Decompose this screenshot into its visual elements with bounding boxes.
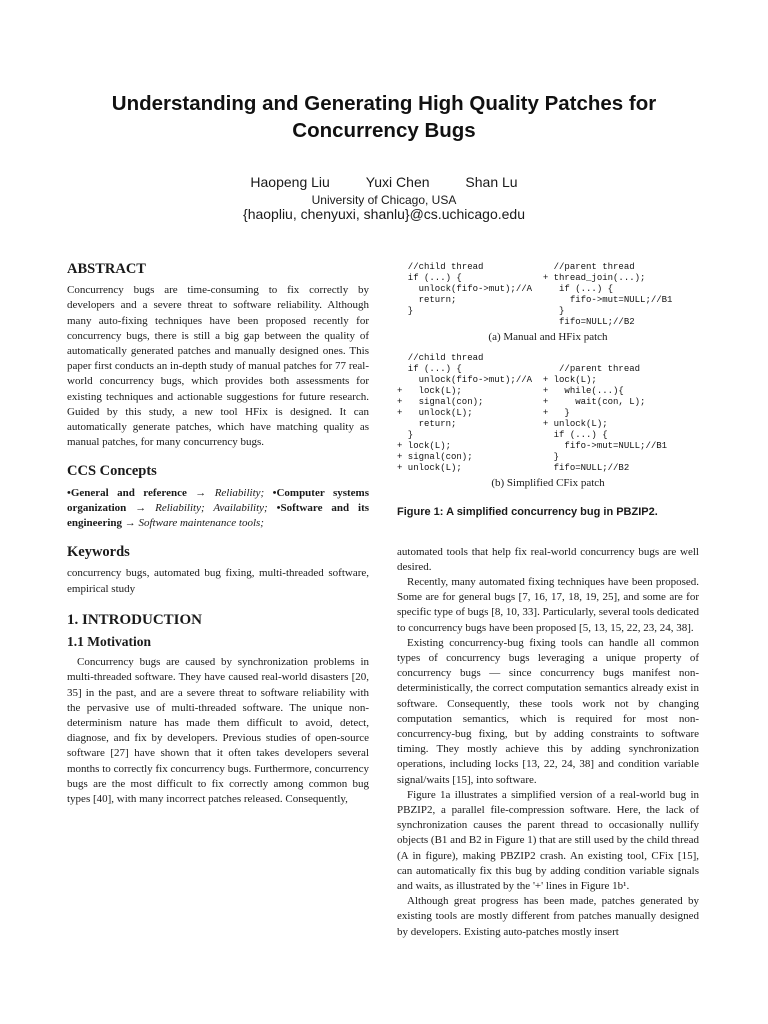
author-name: Shan Lu xyxy=(465,174,518,190)
author-name: Yuxi Chen xyxy=(365,174,430,190)
ccs-subterm: Software maintenance tools; xyxy=(138,517,264,530)
paragraph: automated tools that help fix real-world concurrency bugs are well desired. xyxy=(397,545,699,573)
paragraph: Concurrency bugs are caused by synchronization problems in multi-threaded software. They have caused real-world disasters [20, 35] in the past, and are a severe threat to software reliability with the pervasive use of multi-threaded software. The unique non-determinism nature has made them difficult to avoid, detect, diagnose, and fix by developers. Previous studies of open-source software [27] have shown that it often takes developers several months to correctly fix concurrency bugs. Furthermore, concurrency bugs are the most difficult to fix correctly among common bug types [40], with many incorrect patches released. Consequently, xyxy=(67,656,369,806)
keywords-heading: Keywords xyxy=(67,544,130,561)
affiliation: University of Chicago, USA xyxy=(311,193,457,207)
paragraph: Existing concurrency-bug fixing tools can handle all common types of concurrency bugs leveraging a unique property of concurrency bugs — since concurrency bugs manifest non-deterministically, the correct computation semantics already exist in software. Consequently, these tools work not by changing computation semantics, which is required for most non-concurrency-bug fixing, but by adding constraints to software timing. They mostly achieve this by adding synchronization operations, including locks [13, 22, 24, 38] and condition variable signal/waits [15], into software. xyxy=(397,636,699,786)
paragraph: Recently, many automated fixing techniques have been proposed. Some are for general bugs [7, 16, 17, 18, 19, 25], and some are for specific type of bugs [8, 10, 33]. Particularly, several tools dedicated to concurrency bugs have been proposed [5, 13, 15, 22, 23, 24, 38]. xyxy=(397,576,699,634)
ccs-subterm: Reliability; xyxy=(214,486,265,499)
section-heading: 1. INTRODUCTION xyxy=(67,611,203,628)
right-column xyxy=(397,262,699,940)
ccs-term: •General and reference xyxy=(67,486,187,499)
title-line-1: Understanding and Generating High Quality Patches for xyxy=(111,92,657,115)
paragraph: Although great progress has been made, patches generated by existing tools are mostly different from patches manually designed by developers. Existing auto-patches mostly insert xyxy=(397,895,699,938)
author-name: Haopeng Liu xyxy=(250,174,330,190)
figure-caption: Figure 1: A simplified concurrency bug in PBZIP2. xyxy=(397,506,658,519)
subsection-heading: 1.1 Motivation xyxy=(67,634,151,650)
paper-title xyxy=(40,90,728,144)
author-list xyxy=(0,174,768,190)
author-email: {haopliu, chenyuxi, shanlu}@cs.uchicago.edu xyxy=(243,206,525,222)
abstract-text: Concurrency bugs are time-consuming to fix correctly by developers and a severe threat to software reliability. Although many auto-fixing techniques have been proposed recently for concurrency bugs, there is still a big gap between the quality of automatically generated patches and manually designed ones. This paper first conducts an in-depth study of manual patches for 77 real-world concurrency bugs, which provides both assessments for existing techniques and actionable suggestions for future research. Guided by this study, a new tool HFix is designed. It can automatically generate patches, which have matching quality as manual patches, for many concurrency bugs. xyxy=(67,284,369,449)
keywords-text: concurrency bugs, automated bug fixing, multi-threaded software, empirical study xyxy=(67,567,369,595)
subfigure-caption: (b) Simplified CFix patch xyxy=(491,477,605,490)
paragraph: Figure 1a illustrates a simplified version of a real-world bug in PBZIP2, a parallel file-compression software. Here, the lack of synchronization causes the parent thread to occasionally nullify objects (B1 and B2 in Figure 1) that are still used by the child thread (A in figure), making PBZIP2 crash. An existing tool, CFix [15], can automatically fix this bug by adding condition variable signals and waits, as illustrated by the '+' lines in Figure 1b¹. xyxy=(397,788,699,893)
abstract-heading: ABSTRACT xyxy=(67,261,146,277)
ccs-heading: CCS Concepts xyxy=(67,463,157,480)
ccs-term: •Computer systems organization xyxy=(67,486,369,514)
left-column xyxy=(67,262,369,807)
subfigure-caption: (a) Manual and HFix patch xyxy=(488,331,608,343)
ccs-concepts: •General and reference → Reliability; •Computer systems organization → Reliability; Availability; •Software and its engineering → Software maintenance tools; xyxy=(67,486,370,530)
ccs-subterm: Reliability; Availability; xyxy=(155,501,268,514)
code-listing-a: //child thread //parent thread if (...) { + thread_join(...); unlock(fifo->mut);//A if (...) { return; fifo->mut=NULL;//B1 } } fifo=NULL;//B2 xyxy=(407,262,673,327)
ccs-term: •Software and its engineering xyxy=(67,501,370,530)
title-line-2: Concurrency Bugs xyxy=(292,119,476,142)
code-listing-b: //child thread if (...) { //parent thread unlock(fifo->mut);//A + lock(L); + lock(L); + while(...){ + signal(con); + wait(con, L); + unlock(L); + } return; + unlock(L); } if (...) { + lock(L); fifo->mut=NULL;//B1 + signal(con); } + unlock(L); fifo=NULL;//B2 xyxy=(397,353,668,474)
